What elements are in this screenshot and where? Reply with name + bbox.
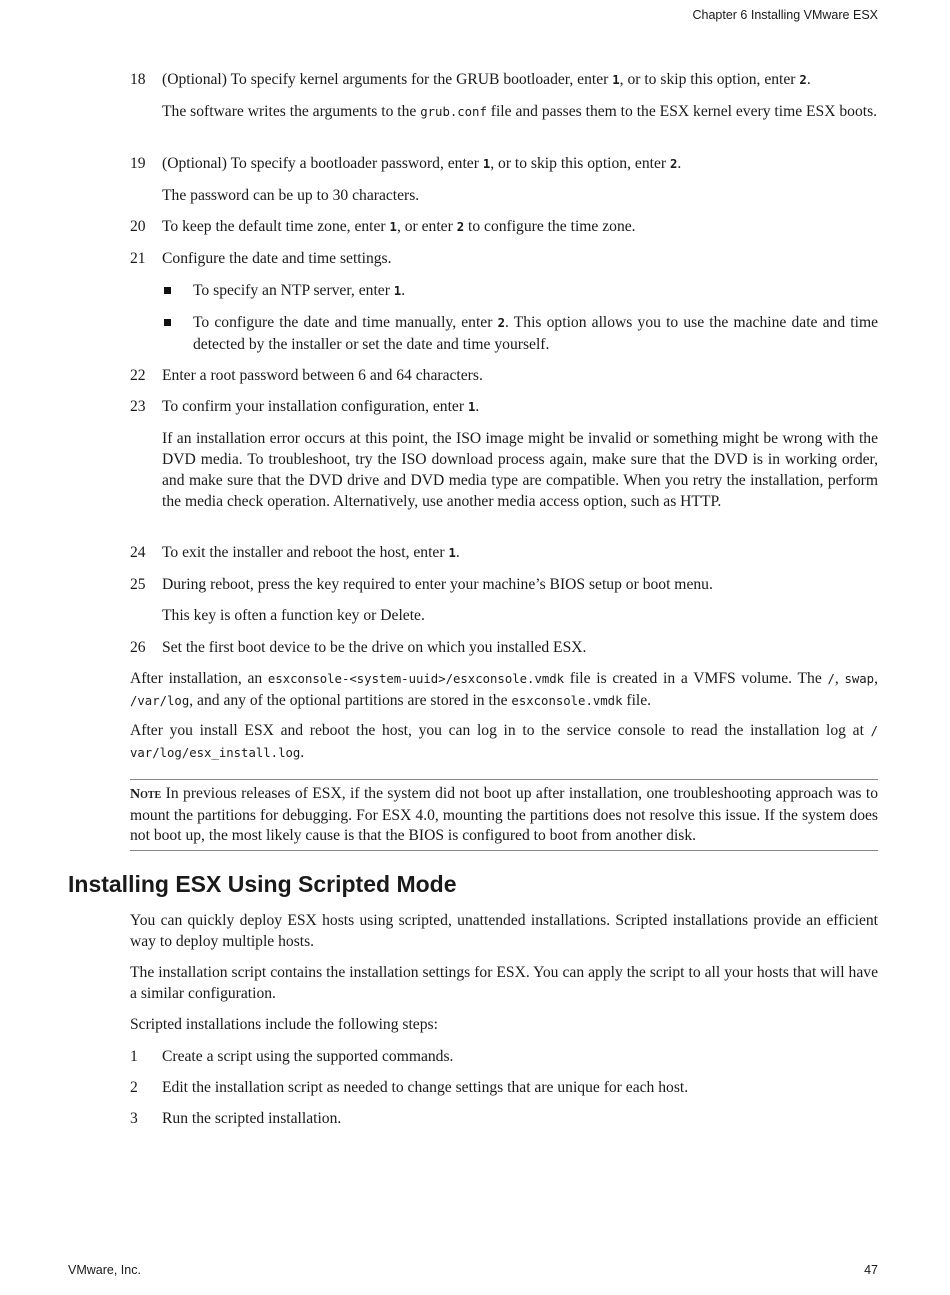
code-text: grub.conf [420,105,487,119]
step-number: 24 [130,544,146,561]
key-input: 1 [393,284,402,298]
step-number: 19 [130,155,146,172]
text: The installation script contains the installation settings for ESX. You can apply the script to all your hosts that will have a similar configuration. [130,964,878,1002]
text: . [806,71,811,88]
text: Scripted installations include the following steps: [130,1016,438,1033]
step-number: 21 [130,250,146,267]
text: , [874,670,878,687]
code-text: /var/log [130,694,190,708]
key-input: 2 [799,73,807,87]
key-input: 1 [389,220,397,234]
step-text [162,365,878,386]
text: , or to skip this option, enter [490,155,670,172]
text: (Optional) To specify a bootloader password, enter [162,155,483,172]
text: file and passes them to the ESX kernel every time ESX boots. [486,103,878,120]
text: To exit the installer and reboot the host, enter [162,544,449,561]
text: In previous releases of ESX, if the system did not boot up after installation, one troubleshooting approach was to mount the partitions for debugging. For ESX 4.0, mounting the partitions does not resolve this issue. If the system does not boot up, the most likely cause is that the BIOS is configured to boot from another disk. [130,785,878,844]
text: The password can be up to 30 characters. [162,187,420,204]
text: . [475,398,480,415]
step-text [162,69,878,91]
paragraph [193,312,878,355]
key-input: 2 [456,220,465,234]
paragraph [162,428,878,512]
text: . This option allows you to use the machine date and time detected by the installer or set the date and time yourself. [193,314,879,353]
text: Set the first boot device to be the drive on which you installed ESX. [162,639,587,656]
step-text [162,216,878,238]
paragraph [193,280,878,302]
step-text [162,396,878,418]
text: Edit the installation script as needed to change settings that are unique for each host. [162,1079,689,1096]
code-text: / [827,672,835,686]
key-input: 1 [448,546,456,560]
text: . [455,544,460,561]
step-text [162,248,878,269]
text: , and any of the optional partitions are stored in the [189,692,512,709]
step-text [162,153,878,175]
note-label: Note [130,787,162,802]
text: You can quickly deploy ESX hosts using scripted, unattended installations. Scripted installations provide an efficient way to deploy multiple hosts. [130,912,878,950]
text: , or to skip this option, enter [619,71,800,88]
running-header: Chapter 6 Installing VMware ESX [692,8,878,22]
note-box [130,779,878,851]
page-number: 47 [864,1263,878,1277]
paragraph [162,605,878,626]
key-input: 2 [669,157,678,171]
text: To confirm your installation configuration, enter [162,398,468,415]
text: To keep the default time zone, enter [162,218,390,235]
bullet-icon [164,319,171,326]
text: . [677,155,682,172]
step-number: 20 [130,218,146,235]
text: (Optional) To specify kernel arguments for the GRUB bootloader, enter [162,71,613,88]
text: . [300,744,305,761]
step-number: 26 [130,639,146,656]
step-number: 18 [130,71,146,88]
step-number: 23 [130,398,146,415]
step-number: 2 [130,1079,138,1096]
text: To configure the date and time manually, enter [193,314,498,331]
key-input: 1 [612,73,620,87]
text: After installation, an [130,670,268,687]
text: The software writes the arguments to the [162,103,421,120]
text: To specify an NTP server, enter [193,282,394,299]
paragraph [130,962,878,1004]
text: Create a script using the supported commands. [162,1048,454,1065]
paragraph [162,185,878,206]
text: to configure the time zone. [464,218,636,235]
step-text [162,542,878,564]
text: Run the scripted installation. [162,1110,342,1127]
key-input: 2 [497,316,505,330]
paragraph [130,720,878,764]
text: This key is often a function key or Delete. [162,607,425,624]
paragraph [162,101,878,123]
text: , or enter [396,218,457,235]
step-number: 22 [130,367,146,384]
text: Configure the date and time settings. [162,250,392,267]
key-input: 1 [482,157,491,171]
code-text: esxconsole-<system-uuid>/esxconsole.vmdk [267,672,565,686]
text: file is created in a VMFS volume. The [564,670,828,687]
text: file. [622,692,652,709]
paragraph [130,910,878,952]
text: . [401,282,406,299]
text: During reboot, press the key required to enter your machine’s BIOS setup or boot menu. [162,576,713,593]
text: , [834,670,845,687]
code-text: swap [844,672,875,686]
step-number: 25 [130,576,146,593]
step-number: 1 [130,1048,138,1065]
step-text [162,637,878,658]
step-text [162,1108,878,1129]
section-heading: Installing ESX Using Scripted Mode [68,871,457,897]
text: After you install ESX and reboot the host, you can log in to the service console to read the installation log at [130,722,871,739]
text: If an installation error occurs at this point, the ISO image might be invalid or something might be wrong with the DVD media. To troubleshoot, try the ISO download process again, make sure that the DVD is in working order, and make sure that the DVD drive and DVD media type are compatible. When you retry the installation, perform the media check operation. Alternatively, use another media access option, such as HTTP. [162,430,878,510]
code-text: / var/log/esx_install.log [130,724,878,760]
code-text: esxconsole.vmdk [511,694,623,708]
footer-company: VMware, Inc. [68,1263,141,1277]
text: Enter a root password between 6 and 64 characters. [162,367,483,384]
step-text [162,1077,878,1098]
step-number: 3 [130,1110,138,1127]
bullet-icon [164,287,171,294]
step-text [162,574,878,595]
key-input: 1 [467,400,476,414]
step-text [162,1046,878,1067]
paragraph [130,668,878,712]
paragraph [130,1014,878,1035]
